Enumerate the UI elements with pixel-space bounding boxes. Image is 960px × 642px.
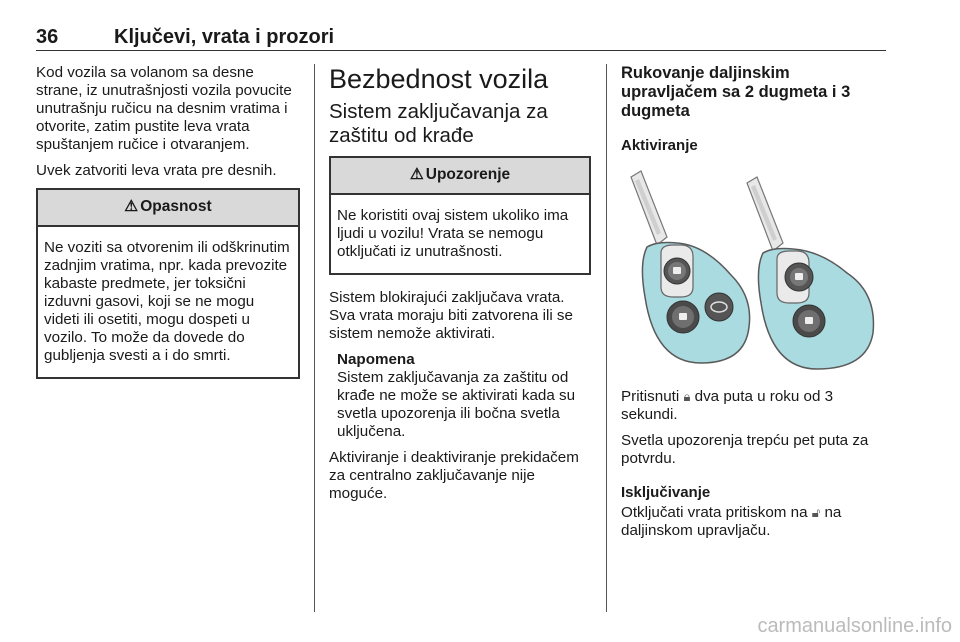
note-label: Napomena (337, 351, 415, 368)
warning-box-header (331, 158, 589, 195)
column-divider (606, 64, 607, 612)
paragraph-central-lock: Aktiviranje i deaktiviranje prekidačem za centralno zaključavanje nije moguće. (329, 449, 579, 502)
danger-text: Ne voziti sa otvorenim ili odškrinutim zadnjim vratima, npr. kada prevozite kabaste predmete, jer toksični izduvni gasovi, koji se ne mogu videti ili osetiti, mogu dospeti u vozilo. To može da dovede do gubljenja svesti a i do smrti. (44, 239, 290, 364)
column-divider (314, 64, 315, 612)
column-middle (329, 64, 591, 511)
activation-confirm: Svetla upozorenja trepću pet puta za potvrdu. (621, 432, 869, 467)
warning-text: Ne koristiti ovaj sistem ukoliko ima ljudi u vozilu! Vrata se nemogu otključati iz unutrašnosti. (337, 207, 569, 260)
danger-title: Opasnost (140, 198, 212, 215)
section-subtitle: Sistem zaključavanja za zaštitu od krađe (329, 100, 548, 147)
section-title: Bezbednost vozila (329, 64, 549, 94)
paragraph-close-order: Uvek zatvoriti leva vrata pre desnih. (36, 162, 277, 179)
activation-text-post: dva puta u roku od 3 sekundi. (621, 388, 834, 423)
deactivation-title: Isključivanje (621, 484, 711, 501)
paragraph-rhd-doors: Kod vozila sa volanom sa desne strane, iz unutrašnjosti vozila povucite unutrašnju ručicu na desnim vratima i otvorite, zatim pustite leva vrata spuštanjem ručice i otvaranjem. (36, 64, 292, 153)
remote-keys-illustration (621, 167, 887, 373)
paragraph-system-locks: Sistem blokirajući zaključava vrata. Sva vrata moraju biti zatvorena ili se sistem nemože aktivirati. (329, 289, 573, 342)
page-number: 36 (36, 26, 59, 48)
danger-box (36, 188, 300, 379)
note-block (329, 351, 591, 441)
page-header (36, 26, 886, 52)
remote-heading: Rukovanje daljinskim upravljačem sa 2 dugmeta i 3 dugmeta (621, 64, 851, 120)
column-left (36, 64, 300, 379)
chapter-title: Ključevi, vrata i prozori (114, 26, 335, 48)
warning-title: Upozorenje (425, 166, 511, 183)
warning-triangle-icon: ⚠ (124, 198, 139, 215)
activation-title: Aktiviranje (621, 137, 698, 154)
note-text: Sistem zaključavanja za zaštitu od krađe ne može se aktivirati kada su svetla upozorenja ili bočna svetla uključena. (337, 369, 576, 440)
danger-box-header (38, 190, 298, 227)
deactivation-text-pre: Otključati vrata pritiskom na (621, 504, 808, 521)
deactivation-text-post: na daljinskom upravljaču. (621, 504, 842, 539)
header-rule (36, 50, 886, 51)
warning-box (329, 156, 591, 275)
deactivation-paragraph (621, 504, 887, 540)
lock-icon: 🔒︎ (683, 389, 691, 404)
column-right (621, 64, 887, 548)
activation-paragraph (621, 388, 887, 424)
unlock-icon: 🔓︎ (811, 505, 821, 520)
warning-triangle-icon: ⚠ (409, 166, 424, 183)
watermark: carmanualsonline.info (757, 615, 952, 637)
activation-text-pre: Pritisnuti (621, 388, 680, 405)
